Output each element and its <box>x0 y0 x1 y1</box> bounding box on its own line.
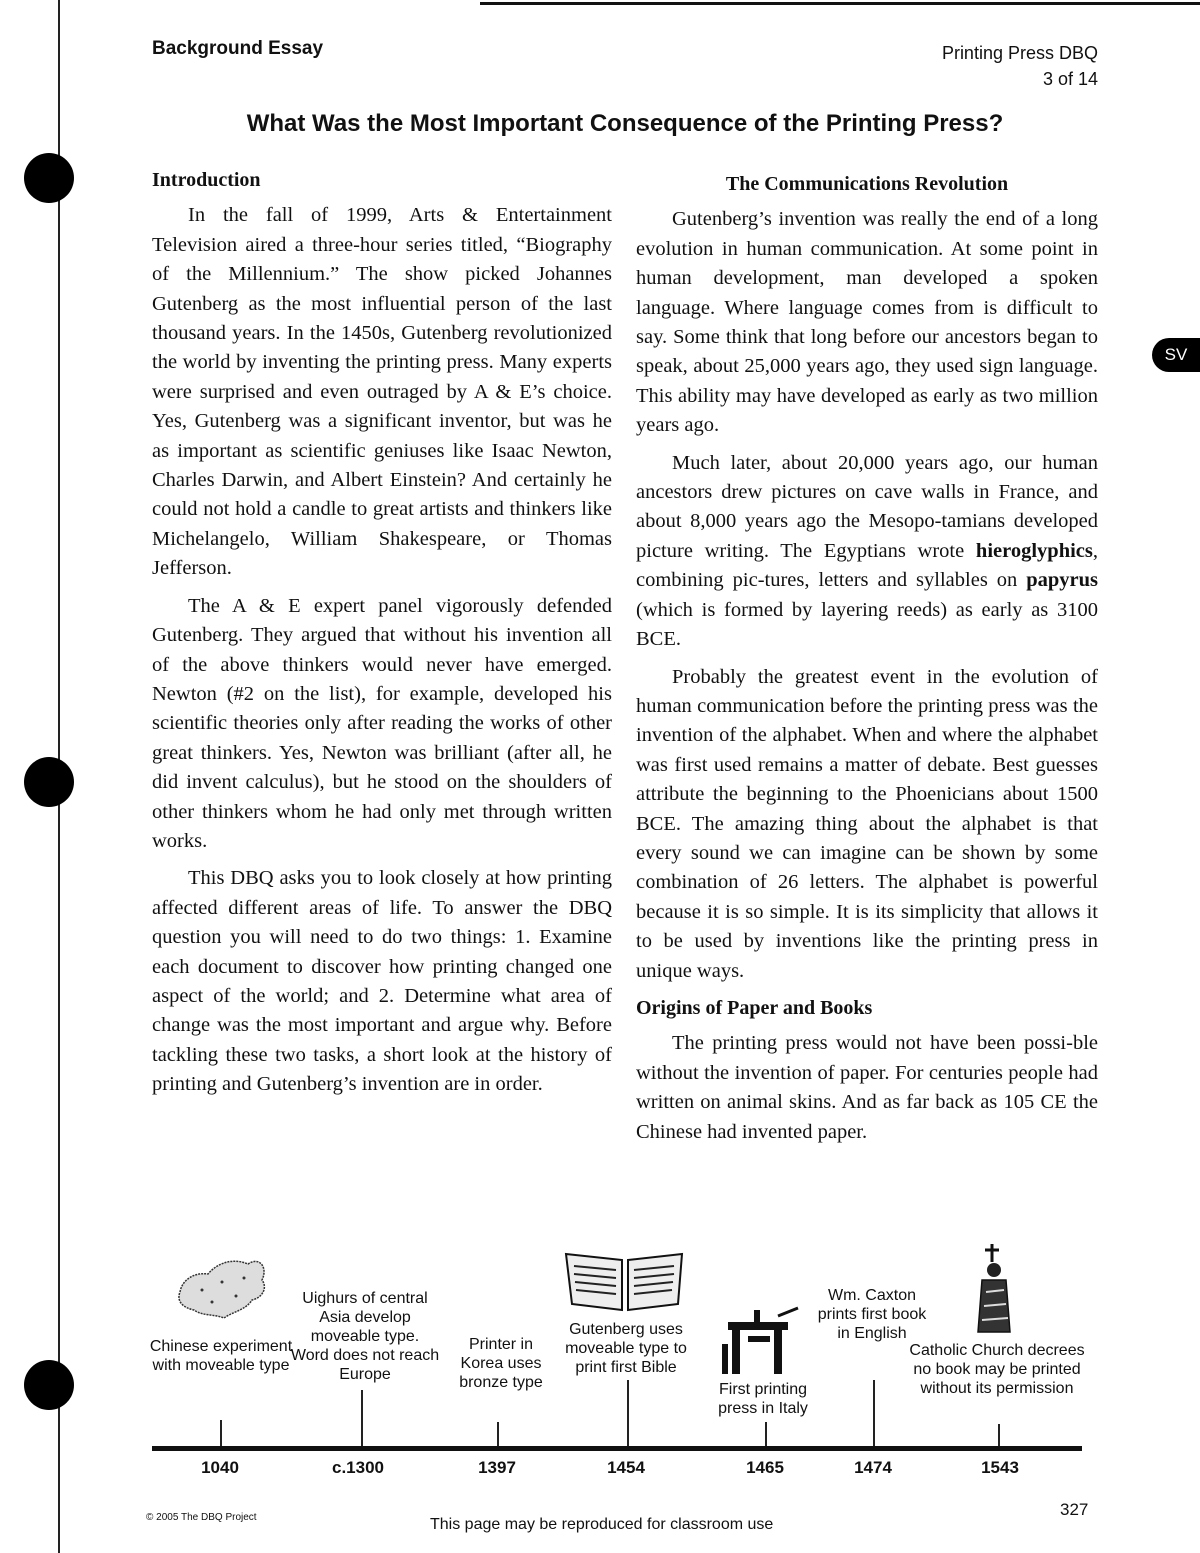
timeline-tick <box>998 1424 1000 1448</box>
paragraph-text: (which is formed by layering reeds) as early as 3100 BCE. <box>636 598 1098 651</box>
page-number: 327 <box>1060 1500 1089 1519</box>
communications-paragraph-3: Probably the greatest event in the evolution of human communication before the printing press was the invention of the alphabet. When and where the alphabet was first used remains a matter of debate. Best guesses attribute the beginning to the Phoenicians about 1500 BCE. The amazing thing about the alphabet is that every sound we can imagine can be shown by some combination of 26 letters. The alphabet is powerful because it is so simple. It is its simplicity that allows it to be used by inventions like the printing press in unique ways. <box>636 665 1098 982</box>
binder-hole-top <box>24 153 74 203</box>
timeline-tick <box>497 1422 499 1448</box>
timeline-year: 1397 <box>478 1458 516 1477</box>
printing-press-icon <box>718 1304 804 1374</box>
document-title: Printing Press DBQ <box>941 43 1098 63</box>
intro-paragraph-3: This DBQ asks you to look closely at how printing affected different areas of life. To answer the DBQ question you will need to do two things: 1. Examine each document to discover how printing changed one aspect of the world; and 2. Determine what area of change was the most important and argue why. Before tackling these two tasks, a short look at the history of printing and Gutenberg’s invention are in order. <box>152 867 612 1096</box>
timeline-year: c.1300 <box>332 1458 384 1477</box>
church-figure-icon <box>970 1242 1020 1336</box>
communications-heading: The Communications Revolution <box>725 173 1009 195</box>
document-header <box>942 40 1098 92</box>
right-column <box>636 170 1098 1155</box>
timeline-year: 1474 <box>854 1458 892 1477</box>
intro-paragraph-1: In the fall of 1999, Arts & Entertainment Television aired a three-hour series titled, “Biography of the Millennium.” The show picked Johannes Gutenberg as the most influential person of the last thousand years. In the 1450s, Gutenberg revolutionized the world by inventing the printing press. Many experts were surprised and even outraged by A & E’s choice. Yes, Gutenberg was a significant inventor, but was he as important as scientific geniuses like Isaac Newton, Charles Darwin, and Albert Einstein? And certainly he could not hold a candle to great artists and thinkers like Michelangelo, William Shakespeare, or Thomas Jefferson. <box>152 204 612 580</box>
term-hieroglyphics: hieroglyphics <box>975 539 1093 562</box>
timeline-event: Printer in Korea uses bronze type <box>459 1336 543 1391</box>
paper-books-paragraph: The printing press would not have been possi-ble without the invention of paper. For centuries people had written on animal skins. And as far back as 105 CE the Chinese had invented paper. <box>636 1032 1098 1143</box>
introduction-heading: Introduction <box>152 169 261 191</box>
timeline-year: 1465 <box>746 1458 784 1477</box>
timeline-tick <box>220 1420 222 1448</box>
paragraph-text: , combining pic-tures, letters and syllables on <box>636 539 1098 592</box>
timeline-event: First printing press in Italy <box>718 1381 808 1417</box>
timeline-event: Wm. Caxton prints first book in English <box>817 1287 927 1342</box>
timeline-event: Catholic Church decrees no book may be printed without its permission <box>909 1342 1085 1397</box>
communications-paragraph-2 <box>636 449 1098 655</box>
timeline-tick <box>873 1380 875 1448</box>
top-rule <box>480 2 1200 5</box>
intro-paragraph-2: The A & E expert panel vigorously defended Gutenberg. They argued that without his invention all of the above thinkers would never have emerged. Newton (#2 on the list), for example, developed his scientific theories only after reading the works of other great thinkers. Yes, Newton was brilliant (after all, he did invent calculus), but he stood on the shoulders of other thinkers whom he had only met through written works. <box>152 594 612 852</box>
timeline-event: Gutenberg uses moveable type to print first Bible <box>565 1321 687 1376</box>
timeline-year: 1454 <box>607 1458 645 1477</box>
timeline-axis <box>152 1446 1082 1451</box>
timeline-event: Chinese experiment with moveable type <box>149 1338 293 1374</box>
term-papyrus: papyrus <box>1026 569 1098 592</box>
binder-hole-bottom <box>24 1360 74 1410</box>
left-column <box>152 166 612 1108</box>
copyright-notice: © 2005 The DBQ Project <box>146 1512 257 1523</box>
timeline-event: Uighurs of central Asia develop moveable type. Word does not reach Europe <box>290 1290 440 1383</box>
timeline-year: 1040 <box>201 1458 239 1477</box>
china-map-icon <box>172 1252 272 1322</box>
timeline-tick <box>361 1390 363 1448</box>
reproduction-notice: This page may be reproduced for classroom use <box>430 1516 774 1533</box>
page-title: What Was the Most Important Consequence of the Printing Press? <box>246 110 1004 137</box>
timeline-tick <box>765 1422 767 1448</box>
page-of-count: 3 of 14 <box>1042 69 1098 89</box>
communications-paragraph-1: Gutenberg’s invention was really the end of a long evolution in human communication. At some point in human development, man developed a spoken language. Where language comes from is difficult to say. Some think that long before our ancestors began to speak, about 25,000 years ago, they used sign language. This ability may have developed as early as two million years ago. <box>636 208 1098 437</box>
paper-books-heading: Origins of Paper and Books <box>636 996 873 1019</box>
open-bible-icon <box>562 1246 688 1314</box>
side-tab: SV <box>1152 338 1200 372</box>
paragraph-text: Much later, about 20,000 years ago, our human ancestors drew pictures on cave walls in France, and about 8,000 years ago the Mesopo-tamians developed picture writing. The Egyptians wrote <box>636 451 1098 562</box>
binder-hole-middle <box>24 757 74 807</box>
timeline-year: 1543 <box>981 1458 1019 1477</box>
timeline-tick <box>627 1380 629 1448</box>
section-label: Background Essay <box>152 38 324 59</box>
